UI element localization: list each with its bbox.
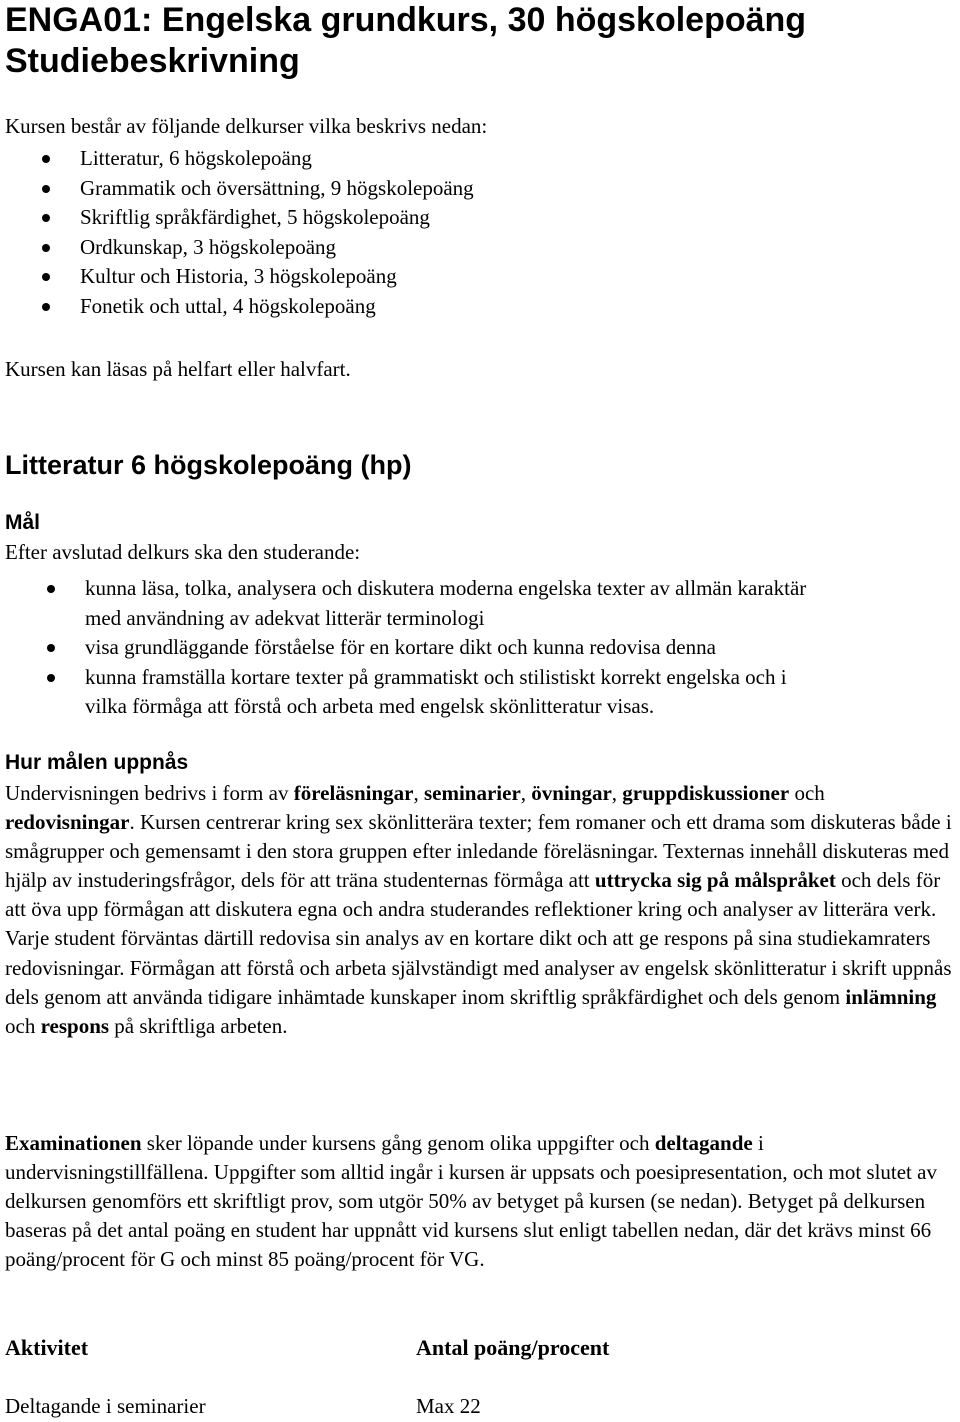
text-run: . Kursen centrerar kring sex skönlitterära texter; fem romaner och ett drama som diskuteras både i smågrupper och gemensamt i den stora gruppen efter inledande föreläsningar. Texternas innehåll diskuteras med hjälp av instuderingsfrågor, dels för att träna studenternas förmåga att (5, 810, 952, 893)
emphasis: seminarier (423, 781, 521, 805)
text-run: och dels för att öva upp förmågan att diskutera egna och andra studerandes reflektioner kring och analyser av litterära verk. Varje student förväntas därtill redovisa sin analys av en kortare dikt och att ge respons på sina studiekamraters redovisningar. Förmågan att förstå och arbeta självständigt med analyser av engelsk skönlitteratur i skrift uppnås dels genom att använda tidigare inhämtade kunskaper inom skriftlig språkfärdighet och dels genom (5, 868, 952, 1009)
goals-list (85, 574, 806, 722)
bullet-icon (42, 303, 50, 311)
document-subtitle: Studiebeskrivning (5, 42, 300, 80)
text-run: sker löpande under kursens gång genom olika uppgifter och (141, 1131, 655, 1155)
list-item-label: Ordkunskap, 3 högskolepoäng (80, 234, 337, 259)
goals-lead: Efter avslutad delkurs ska den studerande: (5, 540, 361, 564)
bullet-icon (42, 244, 50, 252)
bullet-icon (42, 214, 50, 222)
text-run: , (611, 781, 623, 805)
table-header-points: Antal poäng/procent (416, 1335, 610, 1360)
bullet-icon (47, 644, 55, 652)
list-item-label: Fonetik och uttal, 4 högskolepoäng (80, 293, 376, 318)
text-run: och (789, 781, 825, 805)
list-item (80, 174, 474, 204)
list-item-label: Litteratur, 6 högskolepoäng (80, 146, 312, 170)
emphasis: redovisningar (5, 810, 130, 835)
document-title: ENGA01: Engelska grundkurs, 30 högskolepoäng (5, 1, 807, 39)
intro-lead: Kursen består av följande delkurser vilka beskrivs nedan: (5, 114, 488, 138)
bullet-icon (47, 585, 55, 593)
goals-heading: Mål (5, 511, 41, 534)
list-item-label: Kultur och Historia, 3 högskolepoäng (80, 264, 397, 288)
emphasis: inlämning (845, 984, 937, 1009)
emphasis: övningar (531, 781, 612, 805)
table-header-activity: Aktivitet (5, 1335, 89, 1360)
list-item (85, 633, 806, 663)
table-cell-activity: Deltagande i seminarier (5, 1394, 206, 1418)
list-item (80, 144, 474, 174)
list-item-label: visa grundläggande förståelse för en kortare dikt och kunna redovisa denna (85, 635, 716, 659)
how-heading: Hur målen uppnås (5, 751, 189, 774)
text-run: på skriftliga arbeten. (109, 1013, 288, 1038)
list-item-label: Skriftlig språkfärdighet, 5 högskolepoäng (80, 205, 430, 229)
bullet-icon (42, 273, 50, 281)
bullet-icon (42, 185, 50, 193)
list-item (80, 203, 474, 233)
emphasis: respons (40, 1013, 110, 1038)
exam-paragraph (5, 1129, 955, 1274)
text-run: , (520, 781, 532, 805)
list-item-label: kunna framställa kortare texter på grammatiskt och stilistiskt korrekt engelska och i (85, 664, 787, 689)
list-item-label: med användning av adekvat litterär terminologi (85, 605, 485, 630)
bullet-icon (47, 674, 55, 682)
list-item (80, 262, 474, 292)
section-heading: Litteratur 6 högskolepoäng (hp) (5, 450, 412, 480)
list-item-continuation (85, 604, 806, 634)
emphasis: deltagande (654, 1131, 753, 1155)
list-item-continuation (85, 692, 806, 722)
list-item-label: vilka förmåga att förstå och arbeta med engelsk skönlitteratur visas. (85, 694, 655, 718)
bullet-icon (42, 155, 50, 163)
text-run: i undervisningstillfällena. Uppgifter som alltid ingår i kursen är uppsats och poesipresentation, och mot slutet av delkursen genomförs ett skriftligt prov, som utgör 50% av betyget på kursen (se nedan). Betyget på delkursen baseras på det antal poäng en student har uppnått vid kursens slut enligt tabellen nedan, där det krävs minst 66 poäng/procent för G och minst 85 poäng/procent för VG. (5, 1131, 937, 1272)
emphasis: uttrycka sig på målspråket (594, 868, 836, 893)
text-run: och (5, 1013, 41, 1038)
list-item (85, 574, 806, 604)
pace-note: Kursen kan läsas på helfart eller halvfart. (5, 357, 351, 381)
list-item (85, 663, 806, 693)
list-item-label: Grammatik och översättning, 9 högskolepoäng (80, 175, 474, 200)
course-list (80, 144, 474, 321)
text-run: , (413, 781, 424, 805)
list-item (80, 292, 474, 322)
table-cell-points: Max 22 (416, 1394, 481, 1418)
text-run: Undervisningen bedrivs i form av (5, 781, 294, 805)
emphasis: föreläsningar (293, 781, 414, 805)
list-item (80, 233, 474, 263)
how-paragraph (5, 779, 955, 1041)
list-item-label: kunna läsa, tolka, analysera och diskutera moderna engelska texter av allmän karaktär (85, 576, 807, 600)
emphasis: Examinationen (5, 1131, 142, 1155)
emphasis: gruppdiskussioner (622, 781, 790, 805)
